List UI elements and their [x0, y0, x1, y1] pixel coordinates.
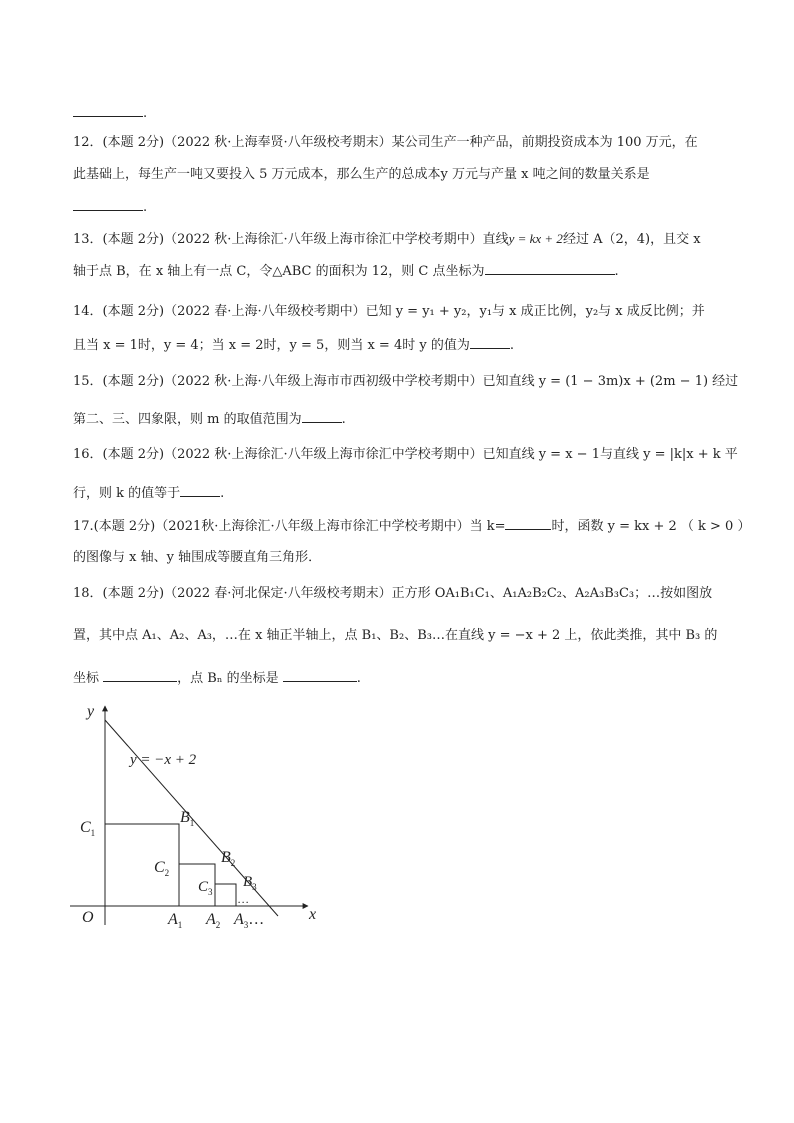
q12-line2: 此基础上，每生产一吨又要投入 5 万元成本，那么生产的总成本y 万元与产量 x 吨之间的数量关系是	[73, 167, 650, 182]
q13-line2: 轴于点 B，在 x 轴上有一点 C，令△ABC 的面积为 12，则 C 点坐标为 .	[73, 264, 619, 279]
label-a1: $A_1$	[168, 911, 183, 930]
q12-tail: .	[73, 198, 147, 217]
square-1	[105, 824, 179, 906]
q17-line1: 17.(本题 2分)（2021秋·上海徐汇·八年级上海市徐汇中学校考期中）当 k= 时，函数 y = kx + 2 （ k > 0 ）	[73, 519, 751, 534]
q16-line1: 16．(本题 2分)（2022 秋·上海徐汇·八年级上海市徐汇中学校考期中）已知直线 y = x − 1与直线 y = |k|x + k 平	[73, 447, 738, 462]
q16-answer-blank[interactable]	[180, 484, 220, 497]
label-b2: $B_2$	[221, 849, 236, 868]
label-c2: $C_2$	[154, 859, 170, 878]
q11-answer-blank[interactable]	[73, 104, 143, 117]
q15-line2: 第二、三、四象限，则 m 的取值范围为 .	[73, 412, 346, 427]
label-a2: $A_2$	[206, 911, 221, 930]
y-axis-label: y	[87, 703, 95, 720]
square-dots: …	[238, 892, 249, 906]
q12-line1: 12．(本题 2分)（2022 秋·上海奉贤·八年级校考期末）某公司生产一种产品，前期投资成本为 100 万元，在	[73, 135, 698, 150]
q13-formula: y = kx + 2	[508, 231, 563, 246]
q17-answer-blank[interactable]	[505, 517, 551, 530]
q13-line1: 13．(本题 2分)（2022 秋·上海徐汇·八年级上海市徐汇中学校考期中）直线y = kx + 2经过 A（2，4)，且交 x	[73, 231, 701, 247]
square-3	[215, 884, 236, 906]
q12-answer-blank[interactable]	[73, 198, 143, 211]
q14-line1: 14．(本题 2分)（2022 春·上海·八年级校考期中）已知 y = y₁ + y₂，y₁与 x 成正比例，y₂与 x 成反比例；并	[73, 304, 705, 319]
origin-label: O	[82, 909, 94, 926]
q18-line2: 置，其中点 A₁、A₂、A₃，…在 x 轴正半轴上，点 B₁、B₂、B₃…在直线 y = −x + 2 上，依此类推，其中 B₃ 的	[73, 628, 718, 643]
q14-answer-blank[interactable]	[470, 336, 510, 349]
x-axis-label: x	[309, 906, 317, 923]
squares-figure	[60, 700, 340, 930]
q17-line2: 的图像与 x 轴、y 轴围成等腰直角三角形．	[73, 550, 322, 565]
label-c3: $C_3$	[198, 879, 213, 897]
q13-answer-blank[interactable]	[485, 262, 615, 275]
q14-line2: 且当 x = 1时，y = 4；当 x = 2时，y = 5，则当 x = 4时 y 的值为 .	[73, 338, 514, 353]
q15-line1: 15．(本题 2分)（2022 秋·上海·八年级上海市市西初级中学校考期中）已知直线 y = (1 − 3m)x + (2m − 1) 经过	[73, 374, 739, 389]
line-label: y = −x + 2	[130, 752, 197, 768]
q15-answer-blank[interactable]	[302, 410, 342, 423]
q18-line1: 18．(本题 2分)（2022 春·河北保定·八年级校考期末）正方形 OA₁B₁C₁、A₁A₂B₂C₂、A₂A₃B₃C₃；…按如图放	[73, 586, 713, 601]
label-b3: $B_3$	[243, 874, 257, 892]
q16-line2: 行，则 k 的值等于 .	[73, 486, 225, 501]
label-c1: $C_1$	[80, 819, 96, 838]
q18-answer-blank-2[interactable]	[283, 669, 357, 682]
q11-tail: .	[73, 104, 147, 123]
label-a3: $A_3\dots$	[234, 911, 265, 930]
q18-line3: 坐标 ，点 Bₙ 的坐标是 .	[73, 671, 361, 686]
label-b1: $B_1$	[180, 809, 195, 828]
square-2	[179, 864, 215, 906]
q18-answer-blank-1[interactable]	[103, 669, 177, 682]
